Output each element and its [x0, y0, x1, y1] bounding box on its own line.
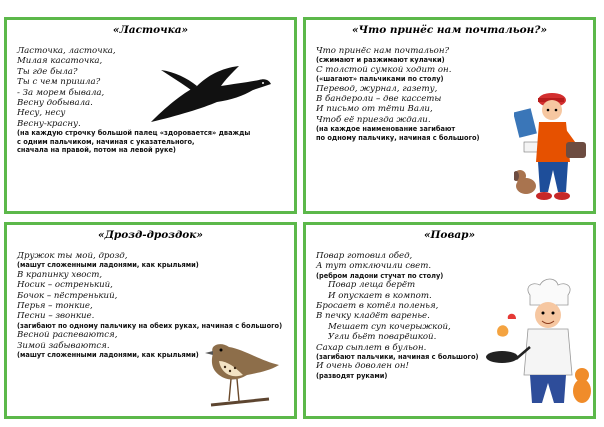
verse-line: Ласточка, ласточка,: [17, 46, 116, 56]
verse-line: Мешает суп кочерыжкой,: [328, 321, 451, 332]
instruction-line: (машут сложенными ладонями, как крыльями): [17, 261, 199, 270]
instruction-line: по одному пальчику, начиная с большого): [316, 133, 480, 142]
card-title: «Ласточка»: [112, 24, 189, 36]
verse-line: В печку кладёт варенье.: [316, 311, 430, 322]
verse-line: И опускает в компот.: [328, 290, 432, 301]
verse-line: Угли бьёт поварёшкой.: [328, 332, 437, 343]
verse-line: Повар леща берёт: [328, 280, 416, 291]
instruction-line: (ребром ладони стучат по столу): [316, 271, 444, 280]
instruction-line: (разводят руками): [316, 371, 388, 380]
thrush-icon: [199, 335, 287, 415]
verse-line: Зимой забываются.: [17, 340, 110, 351]
verse-line: И письмо от тёти Вали,: [316, 104, 433, 115]
card-thrush: [4, 222, 297, 419]
verse-line: Перья – тонкие,: [17, 301, 93, 312]
swallow-icon: [147, 64, 275, 126]
verse-line: В крапинку хвост,: [17, 269, 103, 280]
verse-line: Несу, несу: [17, 108, 66, 119]
instruction-line: (загибают пальчики, начиная с большого): [316, 353, 479, 362]
verse-line: Дружок ты мой, дрозд,: [17, 251, 128, 261]
card-chef: [303, 222, 596, 419]
verse-line: С толстой сумкой ходит он.: [316, 64, 452, 75]
instruction-line: сначала на правой, потом на левой руке): [17, 146, 176, 155]
verse-line: Весной распеваются,: [17, 330, 118, 341]
verse-line: Ты с чем пришла?: [17, 77, 101, 88]
card-postman: [303, 17, 596, 214]
verse-line: Повар готовил обед,: [316, 251, 413, 261]
card-title: «Повар»: [423, 229, 476, 241]
verse-line: Чтоб её приезда ждали.: [316, 114, 431, 125]
card-title: «Что принёс нам почтальон?»: [351, 24, 548, 36]
chef-icon: [484, 275, 592, 415]
verse-line: Носик – остренький,: [17, 280, 113, 291]
verse-line: Перевод, журнал, газету,: [316, 83, 438, 94]
postman-icon: [514, 80, 594, 210]
verse-line: А тут отключили свет.: [316, 261, 432, 272]
verse-line: Песни – звонкие.: [17, 311, 95, 322]
verse-line: Весну-красну.: [17, 118, 81, 129]
instruction-line: («шагают» пальчиками по столу): [316, 75, 444, 84]
card-title: «Дрозд-дроздок»: [98, 229, 203, 241]
verse-line: Милая касаточка,: [17, 56, 103, 67]
verse-line: Сахар сыплет в бульон.: [316, 342, 427, 353]
verse-line: Бросает в котёл поленья,: [316, 301, 439, 312]
instruction-line: (на каждое наименование загибают: [316, 125, 456, 134]
verse-line: В бандероли – две кассеты: [316, 94, 442, 105]
instruction-line: (на каждую строчку большой палец «здоровается» дважды: [17, 129, 251, 138]
verse-line: И очень доволен он!: [316, 361, 409, 372]
verse-line: Что принёс нам почтальон?: [316, 46, 450, 56]
verse-line: Ты где была?: [17, 66, 78, 77]
instruction-line: (машут сложенными ладонями, как крыльями): [17, 351, 199, 360]
verse-line: Весну добывала.: [17, 98, 93, 109]
instruction-line: (загибают по одному пальчику на обеих руках, начиная с большого): [17, 321, 283, 330]
card-swallow: [4, 17, 297, 214]
instruction-line: (сжимают и разжимают кулачки): [316, 56, 445, 65]
instruction-line: с одним пальчиком, начиная с указательного,: [17, 137, 195, 146]
verse-line: - За морем бывала,: [17, 87, 105, 98]
verse-line: Бочок – пёстренький,: [17, 290, 118, 301]
